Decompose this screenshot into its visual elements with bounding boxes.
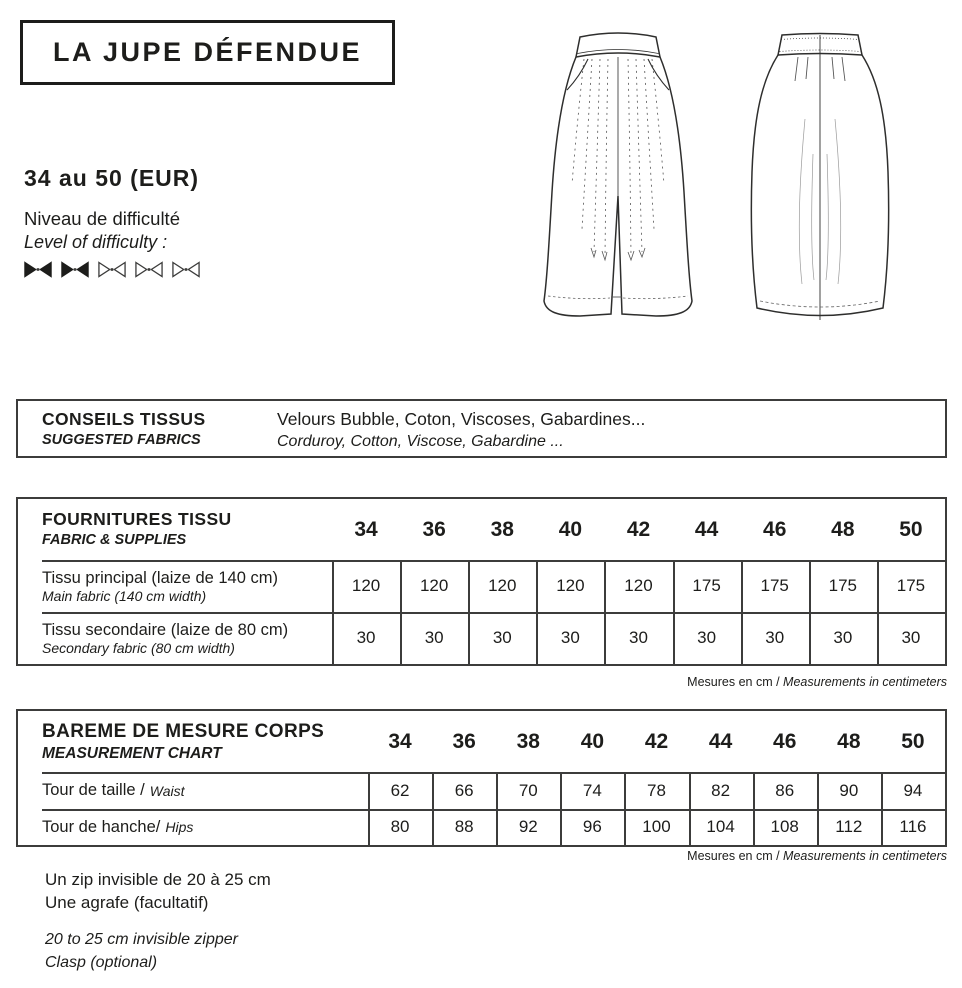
row-label-en: Main fabric (140 cm width) [42, 587, 207, 604]
size-range: 34 au 50 (EUR) [24, 165, 200, 191]
measurement-row-waist-values [368, 772, 945, 809]
table-cell: 96 [582, 817, 602, 836]
table-cell: 30 [492, 628, 512, 647]
pattern-title: LA JUPE DÉFENDUE [52, 37, 363, 67]
table-cell: 62 [390, 780, 410, 800]
table-cell: 120 [419, 576, 449, 595]
size-header: 48 [837, 729, 861, 753]
table-cell: 92 [518, 817, 538, 836]
notions-zip-en: 20 to 25 cm invisible zipper [45, 931, 238, 948]
size-header: 42 [626, 517, 651, 541]
row-label-en: Waist [149, 782, 185, 799]
table-cell: 120 [351, 576, 381, 595]
fabric-supplies-table [16, 497, 947, 666]
row-label-en: Hips [165, 819, 194, 835]
size-header: 46 [773, 729, 797, 753]
table-cell: 30 [697, 628, 717, 647]
size-header: 40 [580, 729, 605, 753]
bowtie-icon [172, 261, 200, 278]
row-label-fr: Tour de hanche/ [42, 817, 161, 836]
units-note-fr: Mesures en cm / [687, 675, 780, 689]
suggested-fabrics-box [16, 399, 947, 458]
size-header: 34 [354, 517, 378, 541]
difficulty-rating [24, 261, 200, 278]
size-header: 44 [708, 729, 733, 753]
table-cell: 30 [560, 628, 580, 647]
units-note-en: Measurements in centimeters [783, 675, 947, 689]
size-header: 40 [558, 517, 583, 541]
table-cell: 82 [711, 780, 731, 800]
fabrics-value-en: Corduroy, Cotton, Viscose, Gabardine ... [277, 433, 564, 450]
units-note-en: Measurements in centimeters [783, 849, 947, 863]
supplies-row-label-main-fabric [42, 560, 278, 612]
measurement-title-en: MEASUREMENT CHART [42, 745, 222, 762]
supplies-size-header-row [332, 499, 945, 560]
notions-en [45, 929, 238, 974]
measurement-table-title [42, 721, 324, 763]
size-header: 50 [901, 729, 925, 753]
table-cell: 86 [775, 780, 795, 800]
size-header: 34 [388, 729, 412, 753]
supplies-row-secondary-fabric-values [332, 612, 945, 664]
bowtie-icon [24, 261, 52, 278]
size-header: 44 [694, 517, 719, 541]
suggested-fabrics-labels [42, 409, 206, 448]
table-cell: 88 [454, 817, 474, 836]
table-cell: 104 [706, 817, 735, 836]
supplies-row-label-secondary-fabric [42, 612, 288, 664]
notions-clasp-fr: Une agrafe (facultatif) [45, 892, 209, 912]
notions-fr [45, 869, 271, 914]
size-header: 48 [831, 517, 855, 541]
table-cell: 30 [901, 628, 921, 647]
supplies-title-fr: FOURNITURES TISSU [42, 509, 232, 529]
size-header: 38 [516, 729, 540, 753]
fabrics-label-en: SUGGESTED FABRICS [42, 432, 201, 448]
bowtie-icon [61, 261, 89, 278]
notions-clasp-en: Clasp (optional) [45, 953, 158, 971]
table-cell: 30 [356, 628, 376, 647]
table-cell: 120 [488, 576, 517, 595]
measurement-size-header-row [368, 711, 945, 772]
table-cell: 80 [390, 817, 410, 836]
units-note-fr: Mesures en cm / [687, 849, 780, 863]
size-header: 42 [644, 729, 669, 753]
difficulty-label-fr: Niveau de difficulté [24, 208, 180, 229]
table-cell: 120 [624, 576, 653, 595]
measurement-row-hips-values [368, 809, 945, 845]
measurement-row-label-hips [42, 809, 193, 845]
supplies-table-title [42, 509, 232, 548]
table-cell: 120 [556, 576, 585, 595]
table-cell: 116 [899, 817, 927, 836]
supplies-row-main-fabric-values [332, 560, 945, 612]
units-note [687, 849, 947, 863]
table-cell: 175 [896, 576, 926, 595]
table-cell: 100 [642, 817, 671, 836]
table-cell: 78 [647, 780, 666, 800]
table-cell: 70 [518, 780, 538, 800]
row-label-fr: Tour de taille / [42, 781, 145, 799]
row-label-fr: Tissu principal (laize de 140 cm) [42, 568, 278, 587]
table-cell: 66 [454, 780, 474, 800]
table-cell: 112 [835, 817, 863, 836]
pattern-title-box [20, 20, 395, 85]
table-cell: 74 [582, 780, 602, 800]
suggested-fabrics-values [277, 409, 645, 451]
row-label-fr: Tissu secondaire (laize de 80 cm) [42, 620, 289, 639]
size-header: 36 [452, 729, 476, 753]
table-cell: 175 [760, 576, 789, 595]
table-cell: 175 [692, 576, 721, 595]
size-header: 36 [422, 517, 446, 541]
fabrics-label-fr: CONSEILS TISSUS [42, 409, 206, 429]
table-cell: 30 [833, 628, 853, 647]
supplies-title-en: FABRIC & SUPPLIES [42, 532, 187, 548]
skirt-front-technical-drawing [522, 24, 714, 334]
table-cell: 30 [424, 628, 444, 647]
table-cell: 30 [629, 628, 648, 647]
bowtie-icon [98, 261, 126, 278]
fabrics-value-fr: Velours Bubble, Coton, Viscoses, Gabardines... [277, 409, 646, 429]
table-cell: 90 [839, 780, 859, 800]
measurement-title-fr: BAREME DE MESURE CORPS [42, 721, 325, 742]
bowtie-icon [135, 261, 163, 278]
table-cell: 108 [770, 817, 799, 836]
size-header: 50 [899, 517, 923, 541]
measurement-chart-table [16, 709, 947, 847]
size-header: 38 [490, 517, 514, 541]
difficulty-label-en: Level of difficulty : [24, 232, 168, 252]
table-cell: 30 [765, 628, 785, 647]
size-header: 46 [763, 517, 787, 541]
table-cell: 175 [828, 576, 857, 595]
units-note [687, 675, 947, 689]
skirt-back-technical-drawing [726, 24, 914, 334]
measurement-row-label-waist [42, 772, 184, 809]
row-label-en: Secondary fabric (80 cm width) [42, 639, 235, 656]
notions-zip-fr: Un zip invisible de 20 à 25 cm [45, 870, 271, 889]
table-cell: 94 [903, 780, 923, 800]
